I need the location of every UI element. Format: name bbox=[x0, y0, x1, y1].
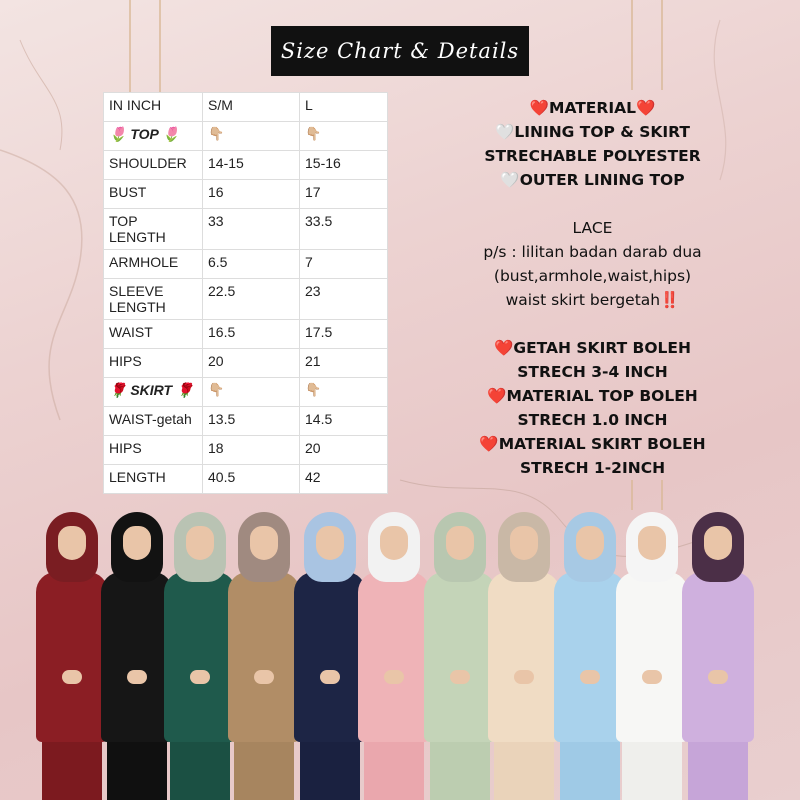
face bbox=[123, 526, 151, 560]
section-label-skirt: 🌹 SKIRT 🌹 bbox=[104, 378, 203, 407]
table-cell: 👇🏼 bbox=[203, 122, 300, 151]
detail-line: 🤍LINING TOP & SKIRT bbox=[495, 123, 690, 141]
row-label: WAIST-getah bbox=[104, 407, 203, 436]
size-chart-table bbox=[103, 92, 388, 494]
title-banner bbox=[271, 26, 529, 76]
detail-line: STRECH 3-4 INCH bbox=[517, 363, 668, 381]
table-cell: 14.5 bbox=[300, 407, 388, 436]
table-row bbox=[104, 465, 388, 494]
face bbox=[186, 526, 214, 560]
table-row bbox=[104, 378, 388, 407]
white-heart-icon: 🤍 bbox=[495, 123, 515, 141]
row-label: LENGTH bbox=[104, 465, 203, 494]
detail-line: p/s : lilitan badan darab dua bbox=[483, 243, 702, 261]
face bbox=[58, 526, 86, 560]
header-cell: L bbox=[300, 93, 388, 122]
section-label-top: 🌷 TOP 🌷 bbox=[104, 122, 203, 151]
hands bbox=[450, 670, 470, 684]
table-cell: 20 bbox=[203, 349, 300, 378]
hands bbox=[254, 670, 274, 684]
row-label: ARMHOLE bbox=[104, 250, 203, 279]
detail-line: STRECH 1-2INCH bbox=[519, 459, 666, 477]
face bbox=[510, 526, 538, 560]
table-cell: 6.5 bbox=[203, 250, 300, 279]
table-row bbox=[104, 320, 388, 349]
table-cell: 13.5 bbox=[203, 407, 300, 436]
table-cell: 7 bbox=[300, 250, 388, 279]
table-cell: 15-16 bbox=[300, 151, 388, 180]
hands bbox=[642, 670, 662, 684]
row-label: SHOULDER bbox=[104, 151, 203, 180]
heart-icon: ❤️ bbox=[479, 435, 499, 453]
detail-line: STRECH 1.0 INCH bbox=[517, 411, 668, 429]
detail-line: (bust,armhole,waist,hips) bbox=[493, 267, 692, 285]
table-row bbox=[104, 250, 388, 279]
detail-line: ❤️MATERIAL❤️ bbox=[529, 99, 656, 117]
table-cell: 33 bbox=[203, 209, 300, 250]
hands bbox=[580, 670, 600, 684]
table-row bbox=[104, 180, 388, 209]
face bbox=[446, 526, 474, 560]
table-cell: 42 bbox=[300, 465, 388, 494]
detail-line: 🤍OUTER LINING TOP bbox=[500, 171, 685, 189]
table-cell: 👇🏼 bbox=[203, 378, 300, 407]
kurung-top bbox=[682, 572, 754, 742]
page-title: Size Chart & Details bbox=[280, 39, 520, 63]
detail-line: LACE bbox=[572, 219, 613, 237]
heart-icon: ❤️ bbox=[529, 99, 550, 117]
model-figure bbox=[676, 500, 760, 800]
table-cell: 40.5 bbox=[203, 465, 300, 494]
hands bbox=[190, 670, 210, 684]
detail-line: ❤️MATERIAL SKIRT BOLEH bbox=[479, 435, 706, 453]
table-cell: 20 bbox=[300, 436, 388, 465]
row-label: WAIST bbox=[104, 320, 203, 349]
table-cell: 33.5 bbox=[300, 209, 388, 250]
heart-icon: ❤️ bbox=[487, 387, 507, 405]
table-row bbox=[104, 122, 388, 151]
model-lineup-photo bbox=[0, 500, 800, 800]
row-label: BUST bbox=[104, 180, 203, 209]
table-row bbox=[104, 279, 388, 320]
double-exclamation-icon: ‼️ bbox=[660, 291, 680, 309]
hands bbox=[62, 670, 82, 684]
details-panel bbox=[425, 96, 760, 480]
face bbox=[316, 526, 344, 560]
table-cell: 17 bbox=[300, 180, 388, 209]
table-header-row bbox=[104, 93, 388, 122]
face bbox=[380, 526, 408, 560]
table-row bbox=[104, 151, 388, 180]
hands bbox=[384, 670, 404, 684]
detail-line: ❤️MATERIAL TOP BOLEH bbox=[487, 387, 698, 405]
heart-icon: ❤️ bbox=[635, 99, 656, 117]
table-cell: 21 bbox=[300, 349, 388, 378]
row-label: HIPS bbox=[104, 436, 203, 465]
table-row bbox=[104, 436, 388, 465]
table-cell: 18 bbox=[203, 436, 300, 465]
white-heart-icon: 🤍 bbox=[500, 171, 520, 189]
table-row bbox=[104, 209, 388, 250]
table-cell: 14-15 bbox=[203, 151, 300, 180]
table-row bbox=[104, 349, 388, 378]
table-cell: 👇🏼 bbox=[300, 378, 388, 407]
table-row bbox=[104, 407, 388, 436]
row-label: TOP LENGTH bbox=[104, 209, 203, 250]
table-cell: 16 bbox=[203, 180, 300, 209]
heart-icon: ❤️ bbox=[494, 339, 514, 357]
header-cell: IN INCH bbox=[104, 93, 203, 122]
face bbox=[704, 526, 732, 560]
face bbox=[638, 526, 666, 560]
detail-line: waist skirt bergetah‼️ bbox=[505, 291, 680, 309]
hands bbox=[127, 670, 147, 684]
row-label: SLEEVE LENGTH bbox=[104, 279, 203, 320]
hands bbox=[708, 670, 728, 684]
face bbox=[576, 526, 604, 560]
table-cell: 17.5 bbox=[300, 320, 388, 349]
table-cell: 👇🏼 bbox=[300, 122, 388, 151]
hands bbox=[320, 670, 340, 684]
table-cell: 23 bbox=[300, 279, 388, 320]
face bbox=[250, 526, 278, 560]
row-label: HIPS bbox=[104, 349, 203, 378]
detail-line: ❤️GETAH SKIRT BOLEH bbox=[494, 339, 691, 357]
header-cell: S/M bbox=[203, 93, 300, 122]
detail-line: STRECHABLE POLYESTER bbox=[484, 147, 701, 165]
hands bbox=[514, 670, 534, 684]
table-cell: 22.5 bbox=[203, 279, 300, 320]
table-cell: 16.5 bbox=[203, 320, 300, 349]
